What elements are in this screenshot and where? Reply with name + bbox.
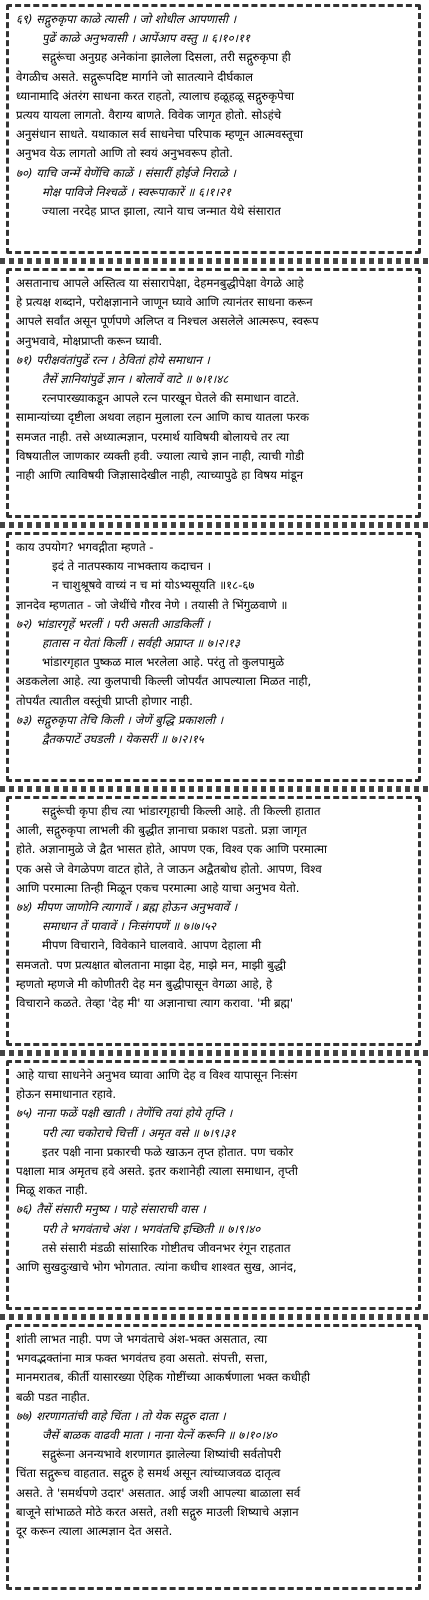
text-line: आहे याचा साधनेने अनुभव घ्यावा आणि देह व विश्व यापासून निःसंग (16, 1068, 298, 1082)
text-line: ज्याला नरदेह प्राप्त झाला, त्याने याच जन्मात येथे संसारात (42, 204, 281, 219)
text-line: वेगळीच असते. सद्गुरूपदिष्ट मार्गाने जो सातत्याने दीर्घकाल (16, 69, 254, 84)
text-line: ७७) शरणागतांची वाहे चिंता । तो येक सद्गुरु दाता । (16, 1408, 226, 1423)
text-line: हे प्रत्यक्ष शब्दाने, परोक्षज्ञानाने जाणून घ्यावे आणि त्यानंतर साधना करून (16, 295, 313, 310)
text-line: ध्यानामादि अंतरंग साधना करत राहतो, त्यालाच हळूहळू सद्गुरुकृपेचा (16, 88, 295, 103)
text-line: रत्नपारख्याकडून आपले रत्न पारखून घेतले की समाधान वाटते. (42, 391, 300, 406)
passage-block-4 (6, 796, 421, 1046)
text-line: अडकलेला आहे. त्या कुलपाची किल्ली जोपर्यंत आपल्याला मिळत नाही, (16, 674, 312, 689)
text-line: भांडारगृहात पुष्कळ माल भरलेला आहे. परंतु तो कुलपामुळे (42, 655, 285, 670)
text-line: मोक्ष पाविजे निश्चळें । स्वरूपाकारें ॥ ६।१।२१ (42, 184, 231, 199)
text-line: समजतो. पण प्रत्यक्षात बोलताना माझा देह, माझे मन, माझी बुद्धी (16, 957, 286, 972)
text-line: सद्गुरूंना अनन्यभावे शरणागत झालेल्या शिष्यांची सर्वतोपरी (42, 1447, 282, 1462)
divider (0, 258, 429, 264)
text-line: ७०) याचि जन्में येणेंचि काळें । संसारीं होईजे निराळे । (16, 165, 236, 180)
text-line: मीपण विचाराने, विवेकाने घालवावे. आपण देहाला मी (42, 938, 262, 953)
passage-block-3 (6, 532, 421, 782)
text-line: द्वैतकपाटें उघडली । येकसरीं ॥ ७।२।१५ (42, 732, 204, 747)
text-line: आपले सर्वांत असून पूर्णपणे अलिप्त व निश्चल असलेले आत्मरूप, स्वरूप (16, 314, 319, 329)
text-line: दूर करून त्याला आत्मज्ञान देत असते. (16, 1524, 173, 1539)
text-line: परी ते भगवंताचे अंश । भगवंतचि इच्छिती ॥ ७।९।४० (42, 1221, 261, 1236)
text-line: अनुभवावे, मोक्षप्राप्ती करून घ्यावी. (16, 333, 163, 348)
passage-block-1 (6, 4, 421, 254)
text-line: एक असे जे वेगळेपण वाटत होते, ते जाऊन अद्वैतबोध होतो. आपण, विश्व (16, 861, 322, 876)
text-line: बळी पडत नाहीत. (16, 1389, 91, 1404)
text-line: अनुभव येऊ लागतो आणि तो स्वयं अनुभवरूप होतो. (16, 146, 233, 161)
text-line: न चाशुश्रूषवे वाच्यं न च मां योऽभ्यसूयति ॥१८-६७ (52, 578, 255, 593)
text-line: काय उपयोग? भगवद्गीता म्हणते - (16, 540, 154, 554)
text-line: आणि परमात्मा तिन्ही मिळून एकच परमात्मा आहे याचा अनुभव येतो. (16, 880, 300, 895)
text-line: ६९) सद्गुरुकृपा काळे त्यासी । जो शोधील आपणासी । (16, 12, 237, 26)
text-line: अनुसंधान साधते. यथाकाल सर्व साधनेचा परिपाक म्हणून आत्मवस्तूचा (16, 127, 303, 142)
passage-block-2 (6, 268, 421, 518)
divider (0, 1050, 429, 1056)
text-line: तसे संसारी मंडळी सांसारिक गोष्टीतच जीवनभर रंगून राहतात (42, 1240, 291, 1255)
text-line: तोपर्यंत त्यातील वस्तूंची प्राप्ती होणार नाही. (16, 693, 193, 708)
text-line: असते. ते 'समर्थपणे उदार' असतात. आई जशी आपल्या बाळाला सर्व (16, 1485, 301, 1500)
text-line: विषयातील जाणकार व्यक्ती हवी. ज्याला त्याचे ज्ञान नाही, त्याची गोडी (16, 448, 304, 463)
text-line: सद्गुरूंची कृपा हीच त्या भांडारगृहाची किल्ली आहे. ती किल्ली हातात (42, 804, 321, 818)
text-line: इतर पक्षी नाना प्रकारची फळे खाऊन तृप्त होतात. पण चकोर (42, 1144, 294, 1159)
divider (0, 1314, 429, 1320)
text-line: मानमरातब, कीर्ती यासारख्या ऐहिक गोष्टींच्या आकर्षणाला भक्त कधीही (16, 1370, 311, 1385)
text-line: समाधान तें पावावें । निःसंगपणें ॥ ७।७।५२ (42, 919, 216, 934)
divider (0, 522, 429, 528)
text-line: आली, सद्गुरुकृपा लाभली की बुद्धीत ज्ञानाचा प्रकाश पडतो. प्रज्ञा जागृत (16, 823, 307, 838)
text-line: ७१) परीक्षवंतांपुढें रत्न । ठेवितां होये समाधान । (16, 352, 210, 367)
divider (0, 786, 429, 792)
text-line: मिळू शकत नाही. (16, 1183, 88, 1198)
text-line: हातास न येतां किलीं । सर्वही अप्राप्त ॥ ७।२।१३ (42, 636, 240, 651)
text-line: चिंता सद्गुरूच वाहतात. सद्गुरु हे समर्थ असून त्यांच्याजवळ दातृत्व (16, 1466, 281, 1481)
text-line: इदं ते नातपस्काय नाभक्ताय कदाचन । (52, 559, 212, 574)
text-line: सामान्यांच्या दृष्टीला अथवा लहान मुलाला रत्न आणि काच यातला फरक (16, 410, 310, 425)
passage-block-5 (6, 1060, 421, 1310)
text-line: ७६) तैसें संसारी मनुष्य । पाहे संसाराची वास । (16, 1202, 206, 1217)
text-line: आणि सुखदुःखाचे भोग भोगतात. त्यांना कधीच शाश्वत सुख, आनंद, (16, 1260, 297, 1275)
text-line: ७२) भांडारगृहें भरलीं । परी असती आडकिलीं । (16, 616, 211, 631)
text-line: परी त्या चकोराचे चित्तीं । अमृत वसे ॥ ७।९।३१ (42, 1125, 236, 1140)
text-line: पक्षाला मात्र अमृतच हवे असते. इतर कशानेही त्याला समाधान, तृप्ती (16, 1164, 298, 1179)
text-line: शांती लाभत नाही. पण जे भगवंताचे अंश-भक्त असतात, त्या (16, 1332, 268, 1346)
text-line: ७५) नाना फळें पक्षी खाती । तेणेंचि तयां होये तृप्ति । (16, 1106, 233, 1121)
passage-block-6 (6, 1324, 421, 1590)
text-line: ७४) मीपण जाणोनि त्यागावें । ब्रह्म होऊन अनुभवावें । (16, 900, 238, 915)
text-line: समजत नाही. तसे अध्यात्मज्ञान, परमार्थ याविषयी बोलायचे तर त्या (16, 429, 290, 444)
text-line: प्रत्यय यायला लागतो. वैराग्य बाणते. विवेक जागृत होतो. सोऽहंचे (16, 108, 282, 123)
text-line: सद्गुरूंचा अनुग्रह अनेकांना झालेला दिसला, तरी सद्गुरुकृपा ही (42, 50, 291, 65)
text-line: जैसें बाळक वाढवी माता । नाना येत्नें करूनि ॥ ७।१०।४० (42, 1428, 278, 1443)
text-line: तैसें ज्ञानियांपुढें ज्ञान । बोलावें वाटे ॥ ७।१।४८ (42, 372, 229, 387)
text-line: म्हणतो म्हणजे मी कोणीतरी देह मन बुद्धीपासून वेगळा आहे, हे (16, 976, 273, 991)
text-line: होऊन समाधानात रहावे. (16, 1087, 117, 1102)
text-line: असतानाच आपले अस्तित्व या संसारापेक्षा, देहमनबुद्धीपेक्षा वेगळे आहे (16, 276, 304, 290)
text-line: विचाराने कळते. तेव्हा 'देह मी' या अज्ञानाचा त्याग करावा. 'मी ब्रह्म' (16, 996, 294, 1011)
text-line: पुढें काळे अनुभवासी । आपेंआप वस्तु ॥ ६।१०।११ (42, 31, 251, 46)
text-line: ज्ञानदेव म्हणतात - जो जेथींचे गौरव नेणे । तयासी ते भिंगुळवाणे ॥ (16, 597, 288, 612)
text-line: होते. अज्ञानामुळे जे द्वैत भासत होते, आपण एक, विश्व एक आणि परमात्मा (16, 842, 328, 857)
text-line: ७३) सद्गुरुकृपा तेचि किली । जेणें बुद्धि प्रकाशली । (16, 712, 224, 727)
text-line: नाही आणि त्याविषयी जिज्ञासादेखील नाही, त्याच्यापुढे हा विषय मांडून (16, 468, 304, 483)
text-line: बाजूने सांभाळते मोठे करत असते, तशी सद्गुरु माउली शिष्याचे अज्ञान (16, 1504, 299, 1519)
text-line: भगवद्भक्तांना मात्र फक्त भगवंतच हवा असतो. संपत्ती, सत्ता, (16, 1351, 268, 1366)
